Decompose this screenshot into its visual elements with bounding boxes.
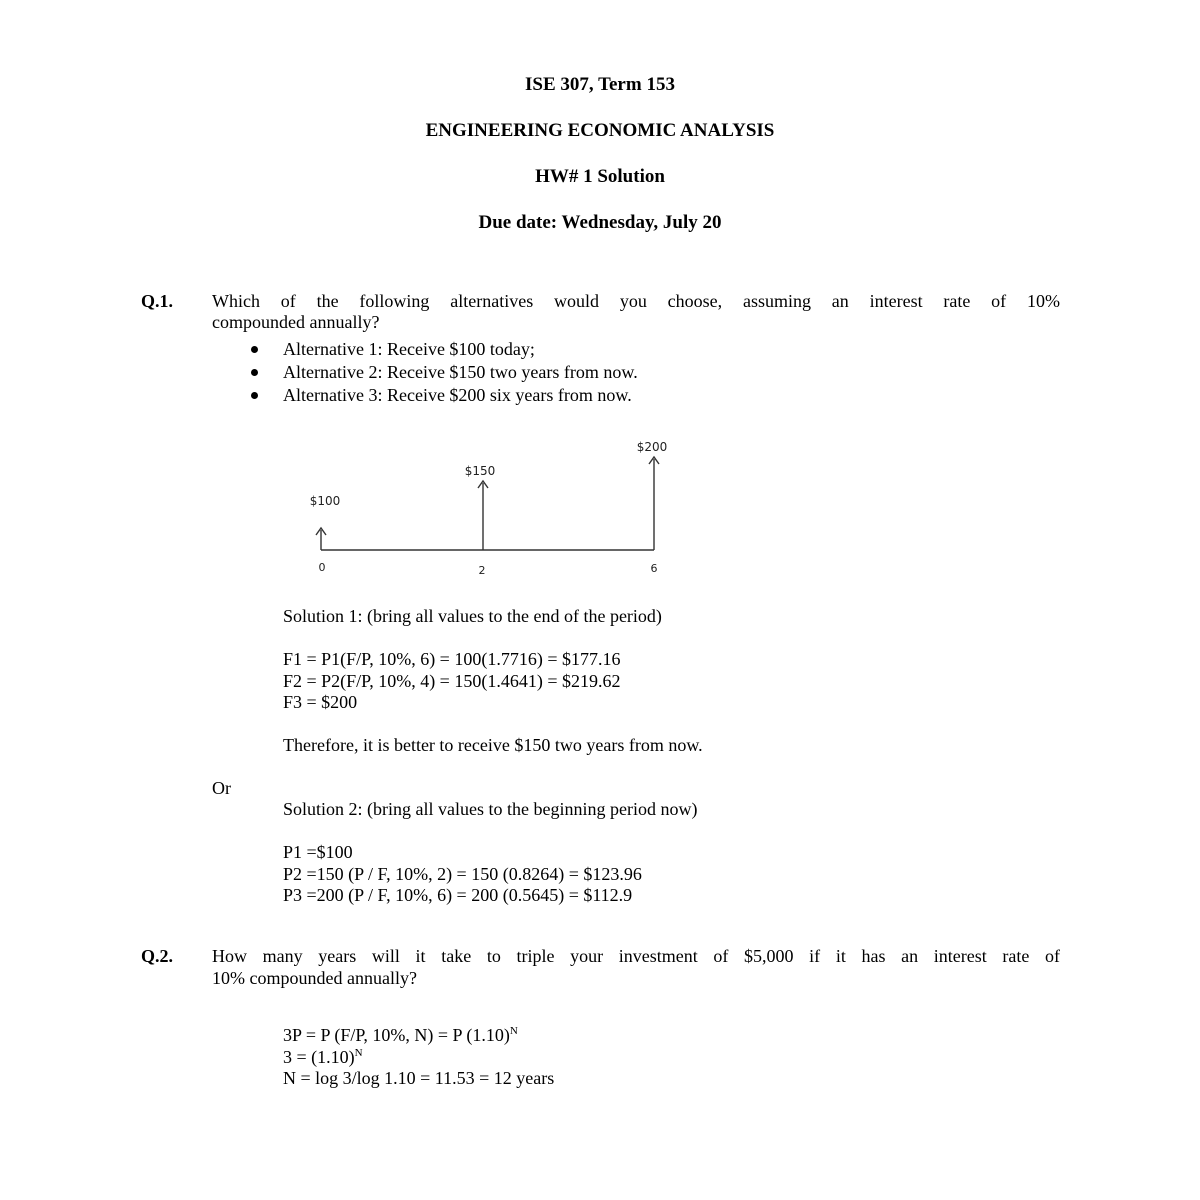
cashflow-label-200: $200 <box>636 440 668 454</box>
alternative-2: Alternative 2: Receive $150 two years from now. <box>283 362 638 382</box>
q1-question-line2: compounded annually? <box>212 312 380 332</box>
course-title: ISE 307, Term 153 <box>525 74 675 95</box>
solution2-line-2: P2 =150 (P / F, 10%, 2) = 150 (0.8264) = $123.96 <box>283 864 642 884</box>
cash-flow-diagram <box>0 430 1200 580</box>
alternative-1: Alternative 1: Receive $100 today; <box>283 339 535 359</box>
q2-equation-2-text: 3 = (1.10) <box>283 1047 355 1067</box>
q2-equation-1 <box>283 1025 518 1046</box>
solution1-line-3: F3 = $200 <box>283 692 358 712</box>
period-label-0: 0 <box>318 561 326 574</box>
solution2-title: Solution 2: (bring all values to the beginning period now) <box>283 799 698 819</box>
solution1-title: Solution 1: (bring all values to the end of the period) <box>283 606 662 626</box>
period-label-2: 2 <box>478 564 486 577</box>
period-label-6: 6 <box>650 562 658 575</box>
bullet-icon <box>251 369 258 376</box>
q2-equation-2 <box>283 1047 363 1068</box>
q2-label: Q.2. <box>141 946 174 966</box>
q2-equation-2-exponent: N <box>354 1047 363 1059</box>
q2-equation-1-exponent: N <box>509 1025 518 1037</box>
solution1-line-1: F1 = P1(F/P, 10%, 6) = 100(1.7716) = $177.16 <box>283 649 621 669</box>
q2-equation-1-text: 3P = P (F/P, 10%, N) = P (1.10) <box>283 1025 510 1045</box>
bullet-icon <box>251 392 258 399</box>
q2-equation-3: N = log 3/log 1.10 = 11.53 = 12 years <box>283 1068 555 1088</box>
assignment-title: HW# 1 Solution <box>535 166 665 187</box>
solution2-line-1: P1 =$100 <box>283 842 353 862</box>
alternative-3: Alternative 3: Receive $200 six years from now. <box>283 385 632 405</box>
cashflow-label-100: $100 <box>309 494 341 508</box>
q2-question-line1: How many years will it take to triple your investment of $5,000 if it has an interest rate of <box>212 946 1060 966</box>
solution2-line-3: P3 =200 (P / F, 10%, 6) = 200 (0.5645) = $112.9 <box>283 885 633 905</box>
q1-label: Q.1. <box>141 291 174 311</box>
solution1-line-2: F2 = P2(F/P, 10%, 4) = 150(1.4641) = $219.62 <box>283 671 621 691</box>
cashflow-label-150: $150 <box>464 464 496 478</box>
or-text: Or <box>212 778 231 798</box>
q2-question-line2: 10% compounded annually? <box>212 968 417 988</box>
conclusion-text: Therefore, it is better to receive $150 two years from now. <box>283 735 703 755</box>
due-date: Due date: Wednesday, July 20 <box>478 212 722 233</box>
q1-question-line1: Which of the following alternatives would you choose, assuming an interest rate of 10% <box>212 291 1060 311</box>
bullet-icon <box>251 346 258 353</box>
subject-title: ENGINEERING ECONOMIC ANALYSIS <box>425 120 775 141</box>
